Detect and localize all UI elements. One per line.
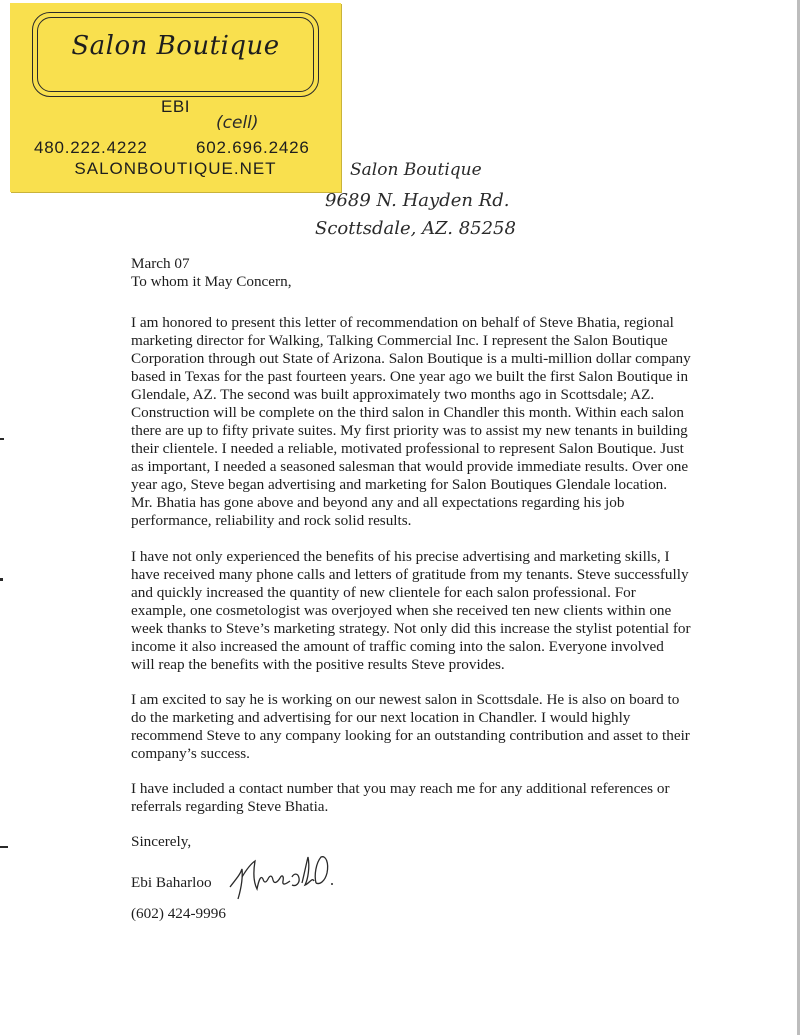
letter-paragraph: I have not only experienced the benefits of his precise advertising and marketing skills, I have received many phone calls and letters of gratitude from my tenants. Steve successfully and quickly increased the quantity of new clientele for each salon professional. For example, one cosmetologist was overjoyed when she received ten new clients within one week thanks to Steve’s marketing strategy. Not only did this increase the stylist potential for income it also increased the amount of traffic coming into the salon. Everyone involved will reap the benefits with the positive results Steve provides. [131, 548, 691, 673]
letterhead-street: 9689 N. Hayden Rd. [325, 190, 510, 211]
letter-paragraph: I am honored to present this letter of recommendation on behalf of Steve Bhatia, regional marketing director for Walking, Talking Commercial Inc. I represent the Salon Boutique Corporation through out State of Arizona. Salon Boutique is a multi-million dollar company based in Texas for the past fourteen years. One year ago we built the first Salon Boutique in Glendale, AZ. The second was built approximately two months ago in Scottsdale; AZ. Construction will be complete on the third salon in Chandler this month. Within each salon there are up to fifty private suites. My first priority was to assist my new tenants in building their clientele. I needed a reliable, motivated professional to represent Salon Boutique. Just as important, I needed a seasoned salesman that would provide immediate results. Over one year ago, Steve began advertising and marketing for Salon Boutiques Glendale location. Mr. Bhatia has gone above and beyond any and all expectations regarding his job performance, reliability and rock solid results. [131, 314, 691, 529]
letter-paragraph: I am excited to say he is working on our newest salon in Scottsdale. He is also on board to do the marketing and advertising for our next location in Chandler. I would highly recommend Steve to any company looking for an outstanding contribution and asset to their company’s success. [131, 691, 690, 762]
letter-phone: (602) 424-9996 [131, 905, 226, 922]
card-handwritten-note: (cell) [216, 113, 259, 133]
handwritten-signature [228, 853, 338, 903]
card-website: SALONBOUTIQUE.NET [74, 159, 277, 178]
letter-closing: Sincerely, [131, 833, 192, 850]
card-phone-cell: 602.696.2426 [196, 138, 310, 157]
letterhead-company: Salon Boutique [350, 160, 482, 180]
card-phone-office: 480.222.4222 [34, 138, 148, 157]
card-brand: Salon Boutique [71, 31, 280, 61]
letter-salutation: To whom it May Concern, [131, 273, 292, 290]
scan-mark [0, 578, 3, 581]
card-name: EBI [161, 97, 190, 116]
business-card [10, 3, 341, 192]
letter-signer: Ebi Baharloo [131, 874, 212, 891]
scan-mark [0, 846, 8, 848]
scan-mark [0, 438, 4, 440]
letter-date: March 07 [131, 255, 190, 272]
letter-paragraph: I have included a contact number that you may reach me for any additional references or referrals regarding Steve Bhatia. [131, 780, 670, 815]
letterhead-city: Scottsdale, AZ. 85258 [315, 218, 516, 239]
